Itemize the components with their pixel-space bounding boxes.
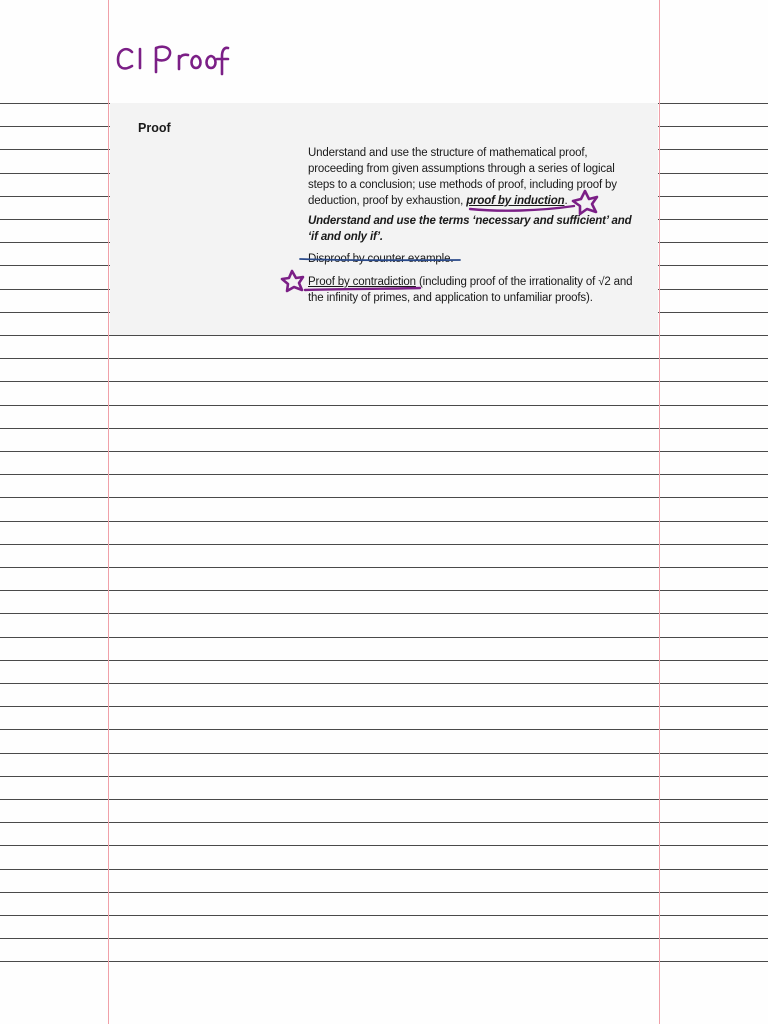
handwritten-title: [116, 36, 316, 86]
ruled-line: [0, 613, 768, 614]
ruled-line: [0, 706, 768, 707]
ruled-line: [0, 776, 768, 777]
proof-methods-paragraph: [308, 145, 633, 209]
ruled-line: [0, 335, 768, 336]
ruled-line: [0, 405, 768, 406]
ruled-line: [0, 358, 768, 359]
ruled-line: [0, 474, 768, 475]
ruled-line: [0, 381, 768, 382]
proof-methods-end: .: [564, 195, 568, 207]
proof-methods-text: Understand and use the structure of mathematical proof, proceeding from given assumptions through a series of logical steps to a conclusion; use methods of proof, including proof by deduction, proof by exhaustion,: [308, 147, 617, 207]
terms-paragraph: Understand and use the terms ‘necessary and sufficient’ and ‘if and only if’.: [308, 215, 632, 243]
right-margin-line: [659, 0, 660, 1024]
ruled-line: [0, 845, 768, 846]
ruled-line: [0, 869, 768, 870]
ruled-line: [0, 729, 768, 730]
ruled-line: [0, 590, 768, 591]
ruled-line: [0, 521, 768, 522]
ruled-line: [0, 544, 768, 545]
ruled-line: [0, 451, 768, 452]
page-title: [116, 36, 316, 86]
ruled-line: [0, 753, 768, 754]
contradiction-detail: (including proof of the irrationality of: [415, 276, 596, 288]
contradiction-paragraph: [308, 274, 633, 306]
ruled-line: [0, 822, 768, 823]
contradiction-end: and the infinity of primes, and application to unfamiliar proofs).: [308, 276, 633, 304]
ruled-line: [0, 660, 768, 661]
ruled-line: [0, 637, 768, 638]
ruled-line: [0, 567, 768, 568]
left-margin-line: [108, 0, 109, 1024]
ruled-line: [0, 683, 768, 684]
excerpt-heading: Proof: [138, 121, 171, 135]
ruled-line: [0, 799, 768, 800]
proof-by-induction-text: proof by induction: [466, 195, 565, 207]
root-two: √2: [598, 276, 611, 288]
disproof-paragraph: Disproof by counter example.: [308, 253, 454, 265]
specification-excerpt: [110, 103, 658, 335]
ruled-line: [0, 497, 768, 498]
ruled-line: [0, 938, 768, 939]
ruled-line: [0, 428, 768, 429]
ruled-line: [0, 961, 768, 962]
proof-by-contradiction-text: Proof by contradiction: [308, 276, 416, 288]
ruled-line: [0, 892, 768, 893]
ruled-line: [0, 915, 768, 916]
